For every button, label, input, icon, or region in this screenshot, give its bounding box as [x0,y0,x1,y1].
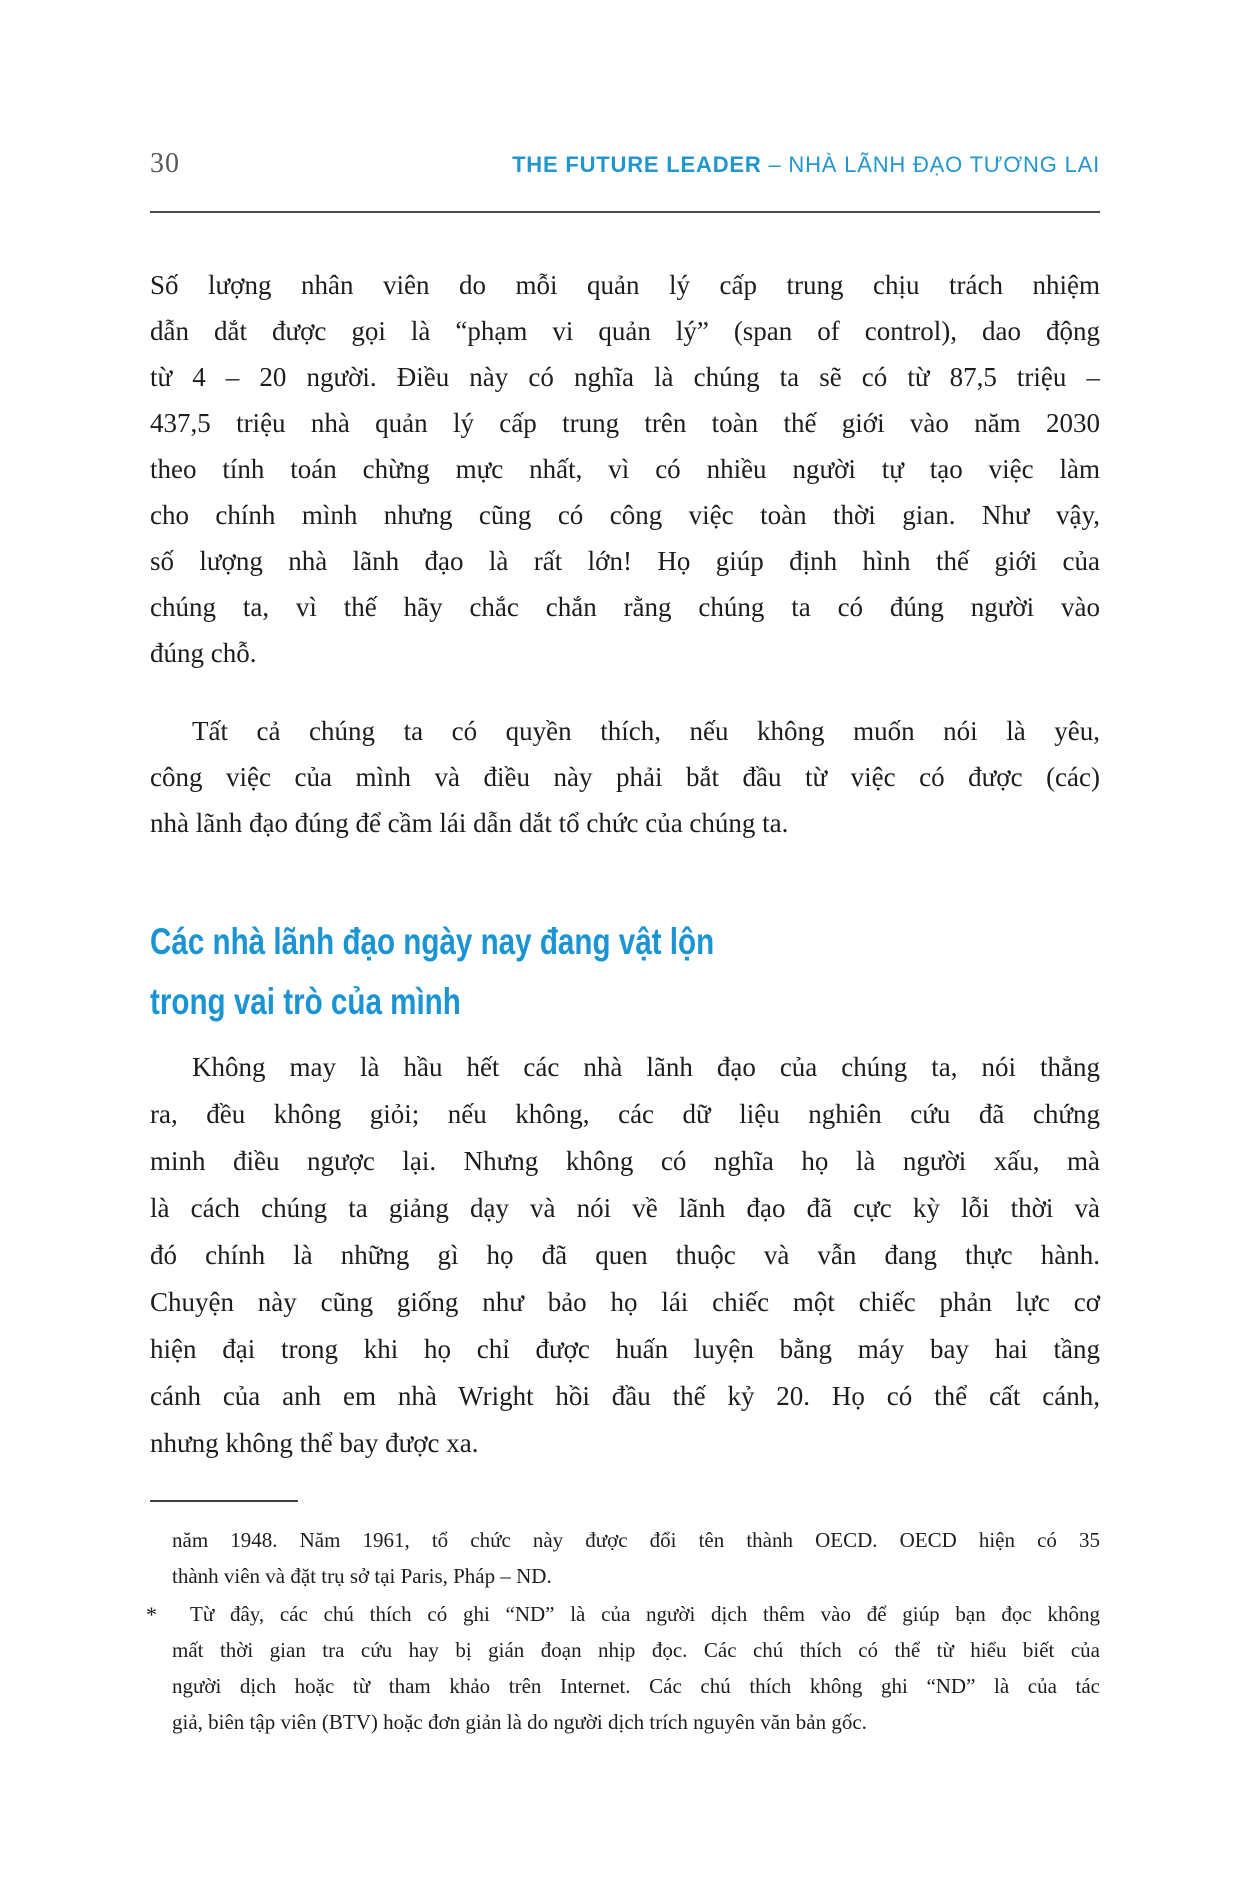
paragraph-3 [150,1044,1100,1467]
text-line: chúng ta, vì thế hãy chắc chắn rằng chúng ta có đúng người vào [150,592,1100,622]
footnote-line: năm 1948. Năm 1961, tổ chức này được đổi tên thành OECD. OECD hiện có 35 [172,1528,1100,1552]
text-line: đúng chỗ. [150,638,257,668]
running-header [150,148,1100,180]
text-line: theo tính toán chừng mực nhất, vì có nhiều người tự tạo việc làm [150,454,1100,484]
text-line: công việc của mình và điều này phải bắt đầu từ việc có được (các) [150,762,1100,792]
footnote-line: mất thời gian tra cứu hay bị gián đoạn nhịp đọc. Các chú thích có thể từ hiểu biết của [172,1638,1100,1662]
text-line: số lượng nhà lãnh đạo là rất lớn! Họ giúp định hình thế giới của [150,546,1100,576]
text-line: ra, đều không giỏi; nếu không, các dữ liệu nghiên cứu đã chứng [150,1099,1100,1129]
section-heading [150,912,950,1032]
footnotes [146,1522,1100,1740]
book-title: THE FUTURE LEADER [512,152,762,177]
text-line: minh điều ngược lại. Nhưng không có nghĩa họ là người xấu, mà [150,1146,1100,1176]
text-line: Không may là hầu hết các nhà lãnh đạo của chúng ta, nói thẳng [192,1052,1100,1082]
paragraph-1 [150,262,1100,676]
text-line: Số lượng nhân viên do mỗi quản lý cấp trung chịu trách nhiệm [150,270,1100,300]
text-line: hiện đại trong khi họ chỉ được huấn luyện bằng máy bay hai tầng [150,1334,1100,1364]
footnote-line: Từ đây, các chú thích có ghi “ND” là của người dịch thêm vào để giúp bạn đọc không [190,1602,1100,1626]
text-line: Chuyện này cũng giống như bảo họ lái chiếc một chiếc phản lực cơ [150,1287,1100,1317]
text-line: là cách chúng ta giảng dạy và nói về lãnh đạo đã cực kỳ lỗi thời và [150,1193,1100,1223]
text-line: 437,5 triệu nhà quản lý cấp trung trên toàn thế giới vào năm 2030 [150,408,1100,438]
footnote-separator [150,1500,298,1502]
footnote-line: thành viên và đặt trụ sở tại Paris, Pháp – ND. [172,1564,552,1588]
section-heading-line: trong vai trò của mình [150,981,461,1022]
footnote-line: giả, biên tập viên (BTV) hoặc đơn giản là do người dịch trích nguyên văn bản gốc. [172,1710,867,1734]
page-number: 30 [150,148,180,179]
text-line: cho chính mình nhưng cũng có công việc toàn thời gian. Như vậy, [150,500,1100,530]
footnote-continuation [172,1522,1100,1594]
section-heading-line: Các nhà lãnh đạo ngày nay đang vật lộn [150,921,715,962]
text-line: dẫn dắt được gọi là “phạm vi quản lý” (span of control), dao động [150,316,1100,346]
header-rule [150,211,1100,213]
text-line: nhà lãnh đạo đúng để cầm lái dẫn dắt tổ chức của chúng ta. [150,808,789,838]
paragraph-2 [150,708,1100,846]
footnote-translator-note [146,1596,1100,1740]
text-line: cánh của anh em nhà Wright hồi đầu thế kỷ 20. Họ có thể cất cánh, [150,1381,1100,1411]
text-line: đó chính là những gì họ đã quen thuộc và vẫn đang thực hành. [150,1240,1100,1270]
footnote-asterisk-marker: * [146,1602,157,1627]
text-line: nhưng không thể bay được xa. [150,1428,479,1458]
text-line: từ 4 – 20 người. Điều này có nghĩa là chúng ta sẽ có từ 87,5 triệu – [150,362,1100,392]
running-header-title [512,152,1100,178]
book-subtitle: – NHÀ LÃNH ĐẠO TƯƠNG LAI [761,152,1100,177]
text-line: Tất cả chúng ta có quyền thích, nếu không muốn nói là yêu, [192,716,1100,746]
footnote-line: người dịch hoặc từ tham khảo trên Internet. Các chú thích không ghi “ND” là của tác [172,1674,1100,1698]
